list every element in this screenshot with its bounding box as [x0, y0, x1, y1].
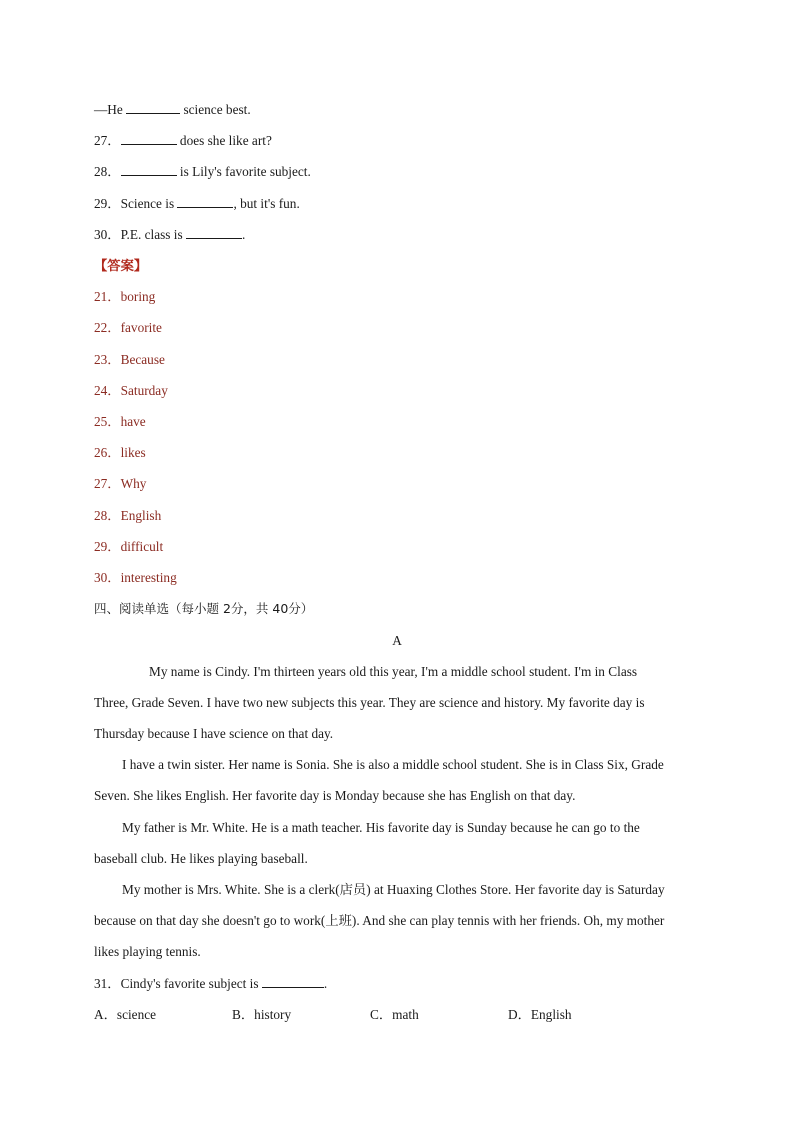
passage-line: because on that day she doesn't go to work(上班). And she can play tennis with her friends. Oh, my mother: [94, 913, 665, 928]
answer-item: 24．Saturday: [94, 383, 168, 398]
question-28: [94, 163, 311, 181]
question-text-end: .: [323, 976, 328, 991]
blank: [186, 226, 242, 239]
blank: [262, 975, 324, 988]
question-29: [94, 195, 300, 213]
section-title: 四、阅读单选（每小题 2分，共 40分）: [94, 601, 314, 616]
answer-item: 23．Because: [94, 352, 165, 367]
answer-item: 21．boring: [94, 289, 156, 304]
passage-line: My mother is Mrs. White. She is a clerk(店员) at Huaxing Clothes Store. Her favorite day is Saturday: [122, 882, 665, 897]
passage-label: A: [392, 633, 402, 648]
passage-line: likes playing tennis.: [94, 944, 201, 959]
q26-suffix: science best.: [183, 102, 251, 117]
question-number: 31．: [94, 976, 121, 991]
q26-answer-line: [94, 101, 251, 119]
blank: [177, 195, 233, 208]
question-number: 27．: [94, 133, 121, 148]
passage-line: baseball club. He likes playing baseball.: [94, 851, 308, 866]
blank: [121, 132, 177, 145]
option-b[interactable]: B．history: [232, 1007, 292, 1022]
passage-line: Three, Grade Seven. I have two new subjects this year. They are science and history. My favorite day is: [94, 695, 645, 710]
blank: [126, 101, 180, 114]
passage-line: Seven. She likes English. Her favorite day is Monday because she has English on that day.: [94, 788, 576, 803]
option-c[interactable]: C．math: [370, 1007, 419, 1022]
question-number: 30．: [94, 227, 121, 242]
passage-line: Thursday because I have science on that day.: [94, 726, 334, 741]
option-d[interactable]: D．English: [508, 1007, 572, 1022]
answer-item: 30．interesting: [94, 570, 177, 585]
passage-line: My father is Mr. White. He is a math teacher. His favorite day is Sunday because he can go to the: [122, 820, 640, 835]
answer-item: 25．have: [94, 414, 146, 429]
question-30: [94, 226, 245, 244]
answer-item: 22．favorite: [94, 320, 162, 335]
question-27: [94, 132, 272, 150]
question-number: 28．: [94, 164, 121, 179]
answer-item: 28．English: [94, 508, 162, 523]
option-a[interactable]: A．science: [94, 1007, 157, 1022]
q26-prefix: —He: [94, 102, 123, 117]
question-text: P.E. class is: [120, 227, 183, 242]
blank: [121, 163, 177, 176]
question-text-end: .: [241, 227, 246, 242]
answer-item: 29．difficult: [94, 539, 164, 554]
question-text: Cindy's favorite subject is: [120, 976, 259, 991]
passage-line: My name is Cindy. I'm thirteen years old this year, I'm a middle school student. I'm in Class: [149, 664, 638, 679]
answer-header: 【答案】: [94, 258, 148, 273]
answer-item: 26．likes: [94, 445, 146, 460]
question-text: Science is: [120, 196, 175, 211]
question-text: does she like art?: [179, 133, 272, 148]
question-number: 29．: [94, 196, 121, 211]
answer-item: 27．Why: [94, 476, 147, 491]
question-text: is Lily's favorite subject.: [179, 164, 311, 179]
passage-line: I have a twin sister. Her name is Sonia. She is also a middle school student. She is in Class Six, Grade: [122, 757, 664, 772]
question-31: [94, 975, 327, 993]
question-text-end: , but it's fun.: [233, 196, 300, 211]
